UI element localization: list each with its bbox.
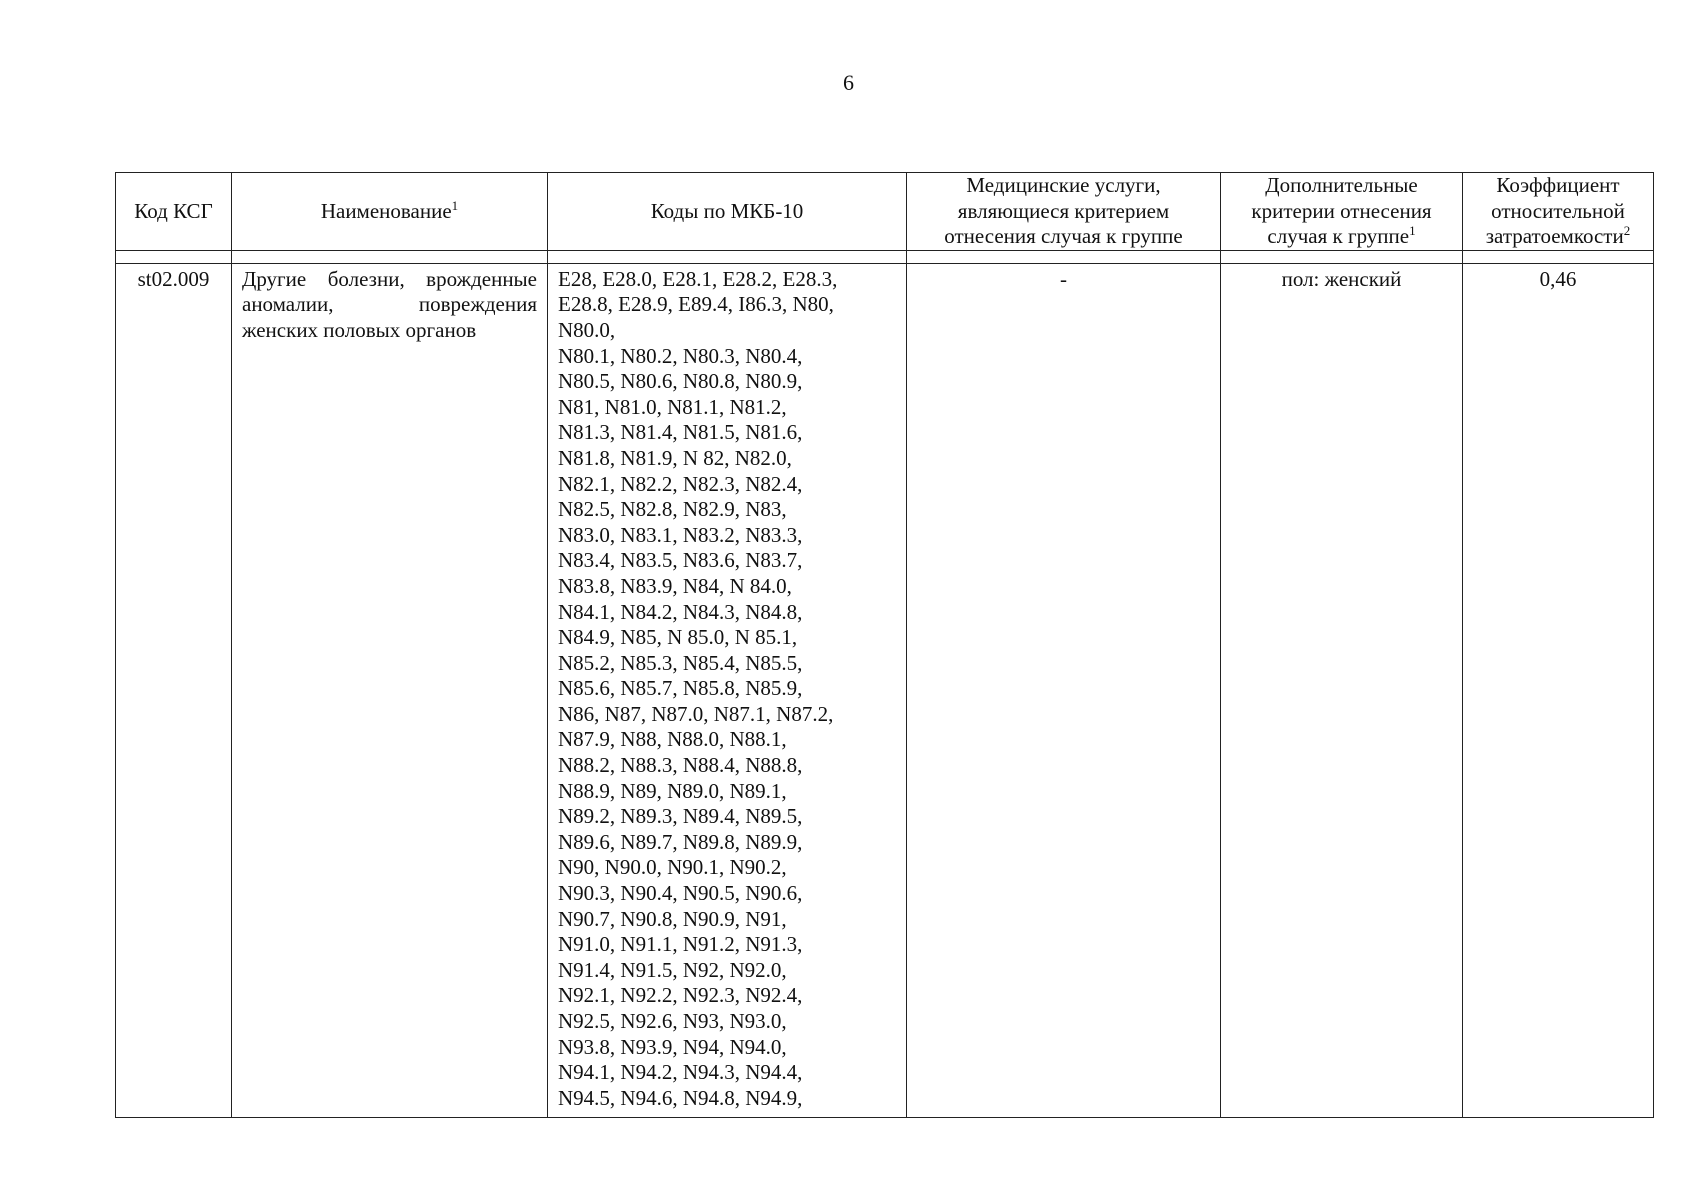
icd-code-line: N81.3, N81.4, N81.5, N81.6, (558, 420, 803, 445)
header-name: Наименование$^1$ (232, 173, 548, 251)
icd-code-line: N86, N87, N87.0, N87.1, N87.2, (558, 701, 834, 726)
icd-code-line: N85.6, N85.7, N85.8, N85.9, (558, 676, 803, 701)
icd-code-line: N84.1, N84.2, N84.3, N84.8, (558, 599, 803, 624)
header-ksg-code: Код КСГ (116, 173, 232, 251)
icd-code-line: N88.2, N88.3, N88.4, N88.8, (558, 753, 803, 778)
icd-code-line: N82.1, N82.2, N82.3, N82.4, (558, 471, 803, 496)
icd-code-line: N87.9, N88, N88.0, N88.1, (558, 727, 787, 752)
icd-code-line: N90.3, N90.4, N90.5, N90.6, (558, 881, 803, 906)
icd-code-line: N89.6, N89.7, N89.8, N89.9, (558, 829, 803, 854)
icd-code-line: N92.5, N92.6, N93, N93.0, (558, 1009, 787, 1033)
icd-code-line: N94.5, N94.6, N94.8, N94.9, (558, 1085, 803, 1110)
icd-code-line: N84.9, N85, N 85.0, N 85.1, (558, 625, 798, 650)
icd-code-line: N81, N81.0, N81.1, N81.2, (558, 394, 787, 419)
icd-code-line: N81.8, N81.9, N 82, N82.0, (558, 445, 792, 470)
icd-code-line: N83.8, N83.9, N84, N 84.0, (558, 573, 792, 598)
icd-code-line: N92.1, N92.2, N92.3, N92.4, (558, 983, 803, 1008)
ksg-code-cell: st02.009 (116, 263, 232, 1117)
medical-services-cell: - (907, 263, 1221, 1117)
icd-code-line: N90, N90.0, N90.1, N90.2, (558, 855, 787, 880)
icd-code-line: N80.5, N80.6, N80.8, N80.9, (558, 369, 803, 394)
header-medical-services: Медицинские услуги, являющиеся критерием отнесения случая к группе (907, 173, 1221, 251)
icd-codes-list (558, 267, 896, 1112)
icd-code-line: N93.8, N93.9, N94, N94.0, (558, 1034, 787, 1059)
ksg-name-cell: Другие болезни, врожденные аномалии, повреждения женских половых органов (232, 263, 548, 1117)
footnote-marker: 2 (1623, 223, 1631, 239)
icd-code-line: N90.7, N90.8, N90.9, N91, (558, 906, 787, 931)
icd-code-line: N82.5, N82.8, N82.9, N83, (558, 497, 787, 522)
icd-code-line: N91.4, N91.5, N92, N92.0, (558, 957, 787, 982)
icd-code-line: E28.8, E28.9, E89.4, I86.3, N80, (558, 292, 834, 317)
footnote-marker: 1 (451, 197, 459, 213)
icd-code-line: N91.0, N91.1, N91.2, N91.3, (558, 932, 803, 957)
icd-code-line: N88.9, N89, N89.0, N89.1, (558, 778, 787, 803)
footnote-marker: 1 (1409, 223, 1416, 239)
icd-code-line: N80.1, N80.2, N80.3, N80.4, (558, 343, 803, 368)
icd-code-line: N83.0, N83.1, N83.2, N83.3, (558, 522, 803, 547)
additional-criteria-cell: пол: женский (1221, 263, 1463, 1117)
header-icd-codes: Коды по МКБ-10 (548, 173, 907, 251)
table-header-row (116, 173, 1654, 251)
icd-codes-cell (548, 263, 907, 1117)
icd-code-line: N80.0, (558, 317, 616, 342)
coefficient-cell: 0,46 (1463, 263, 1654, 1117)
icd-code-line: N89.2, N89.3, N89.4, N89.5, (558, 804, 803, 829)
icd-code-line: N85.2, N85.3, N85.4, N85.5, (558, 650, 803, 675)
ksg-table (115, 172, 1654, 1118)
header-coefficient: Коэффициент относительной затратоемкости$^2$ (1463, 173, 1654, 251)
table-spacer-row (116, 250, 1654, 263)
page-number: 6 (843, 70, 854, 95)
icd-code-line: N94.1, N94.2, N94.3, N94.4, (558, 1060, 803, 1085)
table-row (116, 263, 1654, 1117)
header-additional-criteria: Дополнительные критерии отнесения случая к группе$^1$ (1221, 173, 1463, 251)
icd-code-line: N83.4, N83.5, N83.6, N83.7, (558, 548, 803, 573)
icd-code-line: E28, E28.0, E28.1, E28.2, E28.3, (558, 266, 838, 291)
